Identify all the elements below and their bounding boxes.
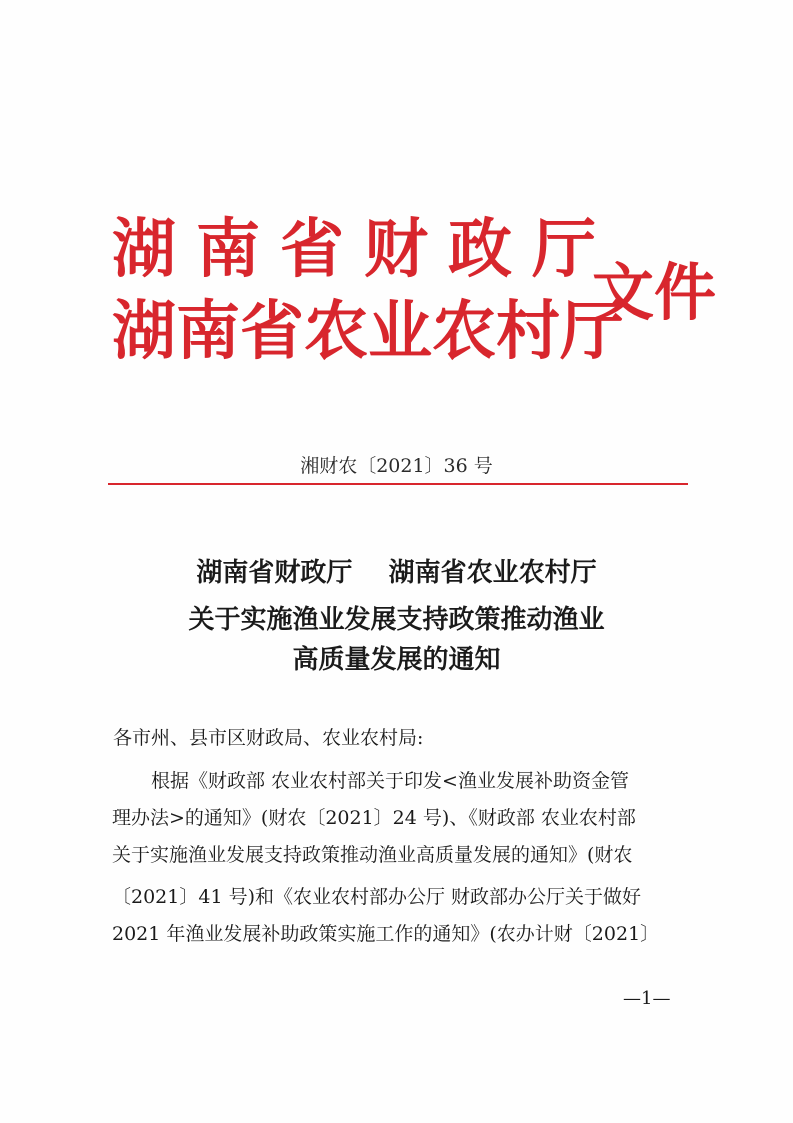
title-line-2: 关于实施渔业发展支持政策推动渔业: [188, 605, 605, 635]
recipient-line: 各市州、县市区财政局、农业农村局:: [113, 727, 424, 749]
issuer-name-finance: 湖南省财政厅: [112, 213, 616, 287]
body-text-line: 2021 年渔业发展补助政策实施工作的通知》(农办计财〔2021〕: [112, 923, 660, 945]
doc-type-label: 文件: [592, 256, 717, 329]
page-number: —1—: [623, 988, 671, 1009]
red-divider-line: [108, 483, 688, 485]
issuer-name-agriculture: 湖南省农业农村厅: [112, 295, 624, 369]
body-text-line: 理办法>的通知》(财农〔2021〕24 号)、《财政部 农业农村部: [112, 807, 636, 829]
body-text-line: 关于实施渔业发展支持政策推动渔业高质量发展的通知》(财农: [112, 844, 633, 866]
title-line-3: 高质量发展的通知: [292, 645, 501, 675]
body-text-line: 根据《财政部 农业农村部关于印发<渔业发展补助资金管: [151, 770, 629, 792]
document-number: 湘财农〔2021〕36 号: [300, 455, 493, 477]
title-line-1: 湖南省财政厅 湖南省农业农村厅: [196, 558, 597, 588]
body-text-line: 〔2021〕41 号)和《农业农村部办公厅 财政部办公厅关于做好: [112, 886, 642, 908]
